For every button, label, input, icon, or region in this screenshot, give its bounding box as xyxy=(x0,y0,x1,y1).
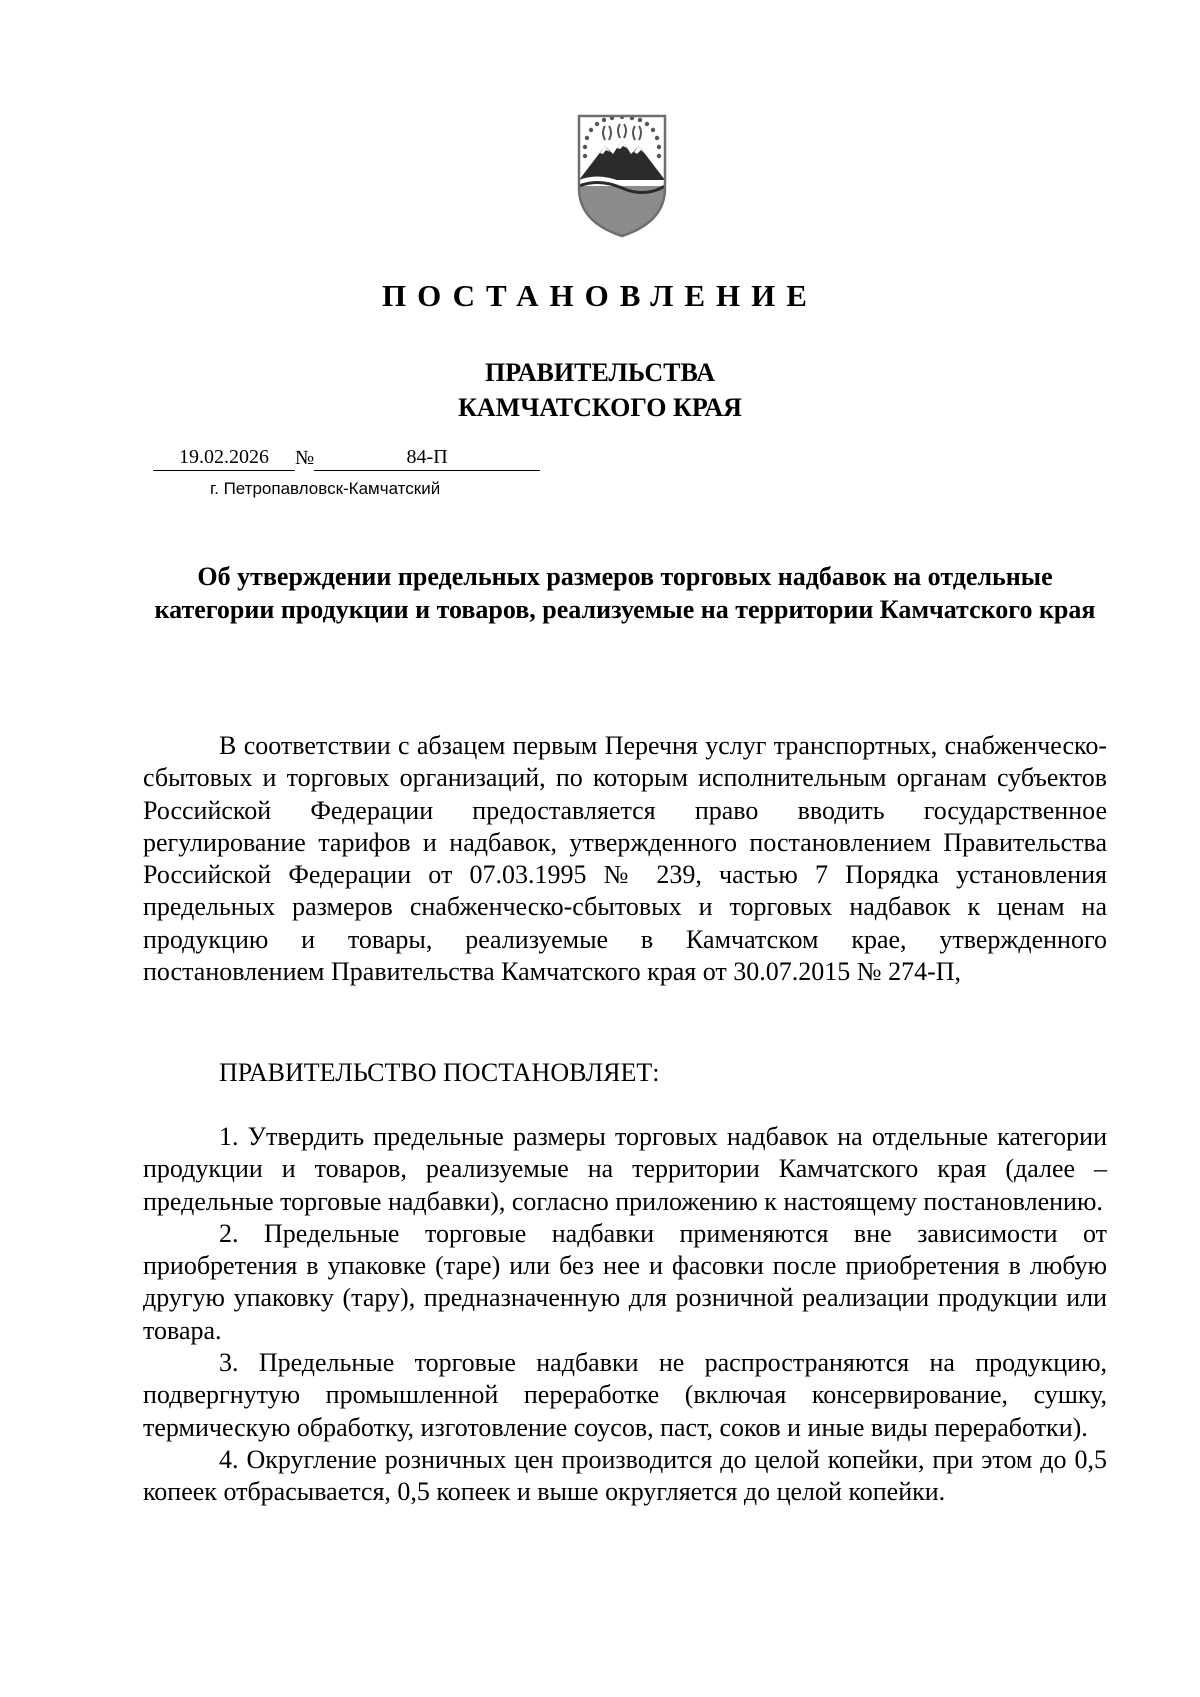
issuer-heading xyxy=(0,355,1200,425)
document-date: 19.02.2026 xyxy=(153,444,295,471)
point-2: 2. Предельные торговые надбавки применяются вне зависимости от приобретения в упаковке (таре) или без нее и фасовки после приобретения в любую другую упаковку (тару), предназначенную для розничной реализации продукции или товара. xyxy=(143,1218,1107,1345)
point-1: 1. Утвердить предельные размеры торговых надбавок на отдельные категории продукции и товаров, реализуемые на территории Камчатского края (далее – предельные торговые надбавки), согласно приложению к настоящему постановлению. xyxy=(143,1122,1107,1216)
decree-phrase: ПРАВИТЕЛЬСТВО ПОСТАНОВЛЯЕТ: xyxy=(219,1058,660,1087)
preamble-paragraph: В соответствии с абзацем первым Перечня услуг транспортных, снабженческо-сбытовых и торговых организаций, по которым исполнительным органам субъектов Российской Федерации предоставляется право вводить государственное регулирование тарифов и надбавок, утвержденного постановлением Правительства Российской Федерации от 07.03.1995 № 239, частью 7 Порядка установления предельных размеров снабженческо-сбытовых и торговых надбавок к ценам на продукцию и товары, реализуемые в Камчатском крае, утвержденного постановлением Правительства Камчатского края от 30.07.2015 № 274-П, xyxy=(143,731,1107,987)
issuer-line-2: КАМЧАТСКОГО КРАЯ xyxy=(458,393,742,422)
city-line: г. Петропавловск-Камчатский xyxy=(210,479,441,498)
document-type-heading: ПОСТАНОВЛЕНИЕ xyxy=(382,278,818,313)
point-4: 4. Округление розничных цен производится до целой копейки, при этом до 0,5 копеек отбрасывается, 0,5 копеек и выше округляется до целой копейки. xyxy=(143,1444,1107,1507)
document-number: 84-П xyxy=(314,444,540,471)
kamchatka-coat-of-arms-icon xyxy=(569,110,675,240)
document-title: Об утверждении предельных размеров торговых надбавок на отдельные категории продукции и товаров, реализуемые на территории Камчатского края xyxy=(154,562,1096,624)
point-3: 3. Предельные торговые надбавки не распространяются на продукцию, подвергнутую промышленной переработке (включая консервирование, сушку, термическую обработку, изготовление соусов, паст, соков и иные виды переработки). xyxy=(143,1348,1107,1442)
issuer-line-1: ПРАВИТЕЛЬСТВА xyxy=(485,358,715,387)
registration-line xyxy=(153,444,540,470)
number-sign: № xyxy=(295,447,315,469)
points-list xyxy=(143,1121,1107,1509)
preamble-section xyxy=(143,730,1107,988)
